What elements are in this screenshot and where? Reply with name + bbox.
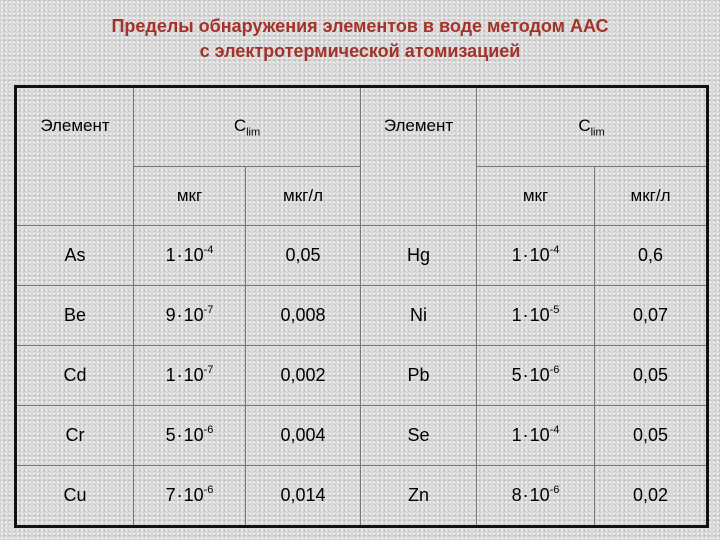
- limit-mass-value: $7\cdot 10^{-6}$: [165, 484, 214, 505]
- element-symbol: Pb: [407, 365, 430, 385]
- header-clim-left: [134, 88, 361, 167]
- title-line-1: Пределы обнаружения элементов в воде методом ААС: [111, 16, 609, 36]
- element-cell: [361, 286, 477, 346]
- element-cell: [17, 466, 134, 525]
- element-cell: [361, 466, 477, 525]
- header-unit-mkgl-right: мкг/л: [595, 167, 706, 226]
- limit-mass-cell: [477, 226, 595, 286]
- limit-mass-value: $5\cdot 10^{-6}$: [165, 424, 214, 445]
- limit-concentration-value: 0,014: [280, 485, 326, 505]
- limit-mass-cell: [477, 406, 595, 466]
- title-line-2: с электротермической атомизацией: [199, 41, 521, 61]
- element-symbol: Hg: [406, 245, 430, 265]
- element-symbol: Cd: [63, 365, 87, 385]
- element-cell: [17, 346, 134, 406]
- limit-concentration-cell: [595, 346, 706, 406]
- limit-mass-value: $1\cdot 10^{-4}$: [165, 244, 214, 265]
- header-element-right-label: Элемент: [383, 116, 454, 135]
- limit-concentration-cell: [246, 286, 361, 346]
- limit-concentration-value: 0,05: [632, 425, 669, 445]
- limit-concentration-value: 0,05: [285, 245, 321, 265]
- limit-concentration-cell: [246, 226, 361, 286]
- limit-concentration-cell: [246, 466, 361, 525]
- detection-limits-table: [14, 85, 709, 528]
- element-cell: [17, 286, 134, 346]
- element-symbol: Cu: [63, 485, 87, 505]
- header-element-left: [17, 88, 134, 226]
- limit-concentration-cell: [595, 226, 706, 286]
- limit-mass-cell: [134, 226, 246, 286]
- element-symbol: Ni: [410, 305, 427, 325]
- header-element-right: [361, 88, 477, 226]
- limit-mass-cell: [477, 466, 595, 525]
- limit-mass-cell: [134, 346, 246, 406]
- limit-concentration-cell: [595, 466, 706, 525]
- limit-concentration-cell: [595, 406, 706, 466]
- element-symbol: As: [64, 245, 86, 265]
- element-cell: [361, 226, 477, 286]
- limit-concentration-value: 0,002: [280, 365, 326, 385]
- limit-concentration-value: 0,02: [632, 485, 669, 505]
- element-symbol: Cr: [65, 425, 85, 445]
- header-clim-right: [477, 88, 706, 167]
- limit-concentration-value: 0,008: [280, 305, 326, 325]
- limit-concentration-cell: [246, 346, 361, 406]
- page-title: [0, 14, 720, 64]
- element-cell: [361, 406, 477, 466]
- element-symbol: Zn: [407, 485, 429, 505]
- limit-concentration-value: 0,05: [632, 365, 669, 385]
- element-cell: [361, 346, 477, 406]
- limit-concentration-cell: [246, 406, 361, 466]
- header-unit-mkg-left: мкг: [134, 167, 246, 226]
- limit-concentration-cell: [595, 286, 706, 346]
- limit-concentration-value: 0,07: [632, 305, 669, 325]
- header-unit-mkgl-left: мкг/л: [246, 167, 361, 226]
- header-element-left-label: Элемент: [40, 116, 110, 135]
- limit-mass-value: $1\cdot 10^{-5}$: [511, 304, 560, 325]
- limit-mass-cell: [477, 346, 595, 406]
- limit-mass-value: $1\cdot 10^{-4}$: [511, 424, 560, 445]
- header-clim-right-label: $С_{lim}$: [578, 115, 605, 139]
- limit-mass-cell: [134, 286, 246, 346]
- element-symbol: Se: [407, 425, 430, 445]
- limit-concentration-value: 0,6: [637, 245, 664, 265]
- limit-mass-value: $1\cdot 10^{-4}$: [511, 244, 560, 265]
- limit-mass-value: $5\cdot 10^{-6}$: [511, 364, 560, 385]
- limit-mass-cell: [134, 466, 246, 525]
- limit-mass-cell: [134, 406, 246, 466]
- limit-mass-value: $8\cdot 10^{-6}$: [511, 484, 560, 505]
- element-symbol: Be: [63, 305, 87, 325]
- limit-mass-value: $1\cdot 10^{-7}$: [165, 364, 214, 385]
- header-clim-left-label: $С_{lim}$: [233, 115, 261, 139]
- header-unit-mkg-right: мкг: [477, 167, 595, 226]
- element-cell: [17, 406, 134, 466]
- limit-concentration-value: 0,004: [280, 425, 326, 445]
- limit-mass-cell: [477, 286, 595, 346]
- element-cell: [17, 226, 134, 286]
- limit-mass-value: $9\cdot 10^{-7}$: [165, 304, 214, 325]
